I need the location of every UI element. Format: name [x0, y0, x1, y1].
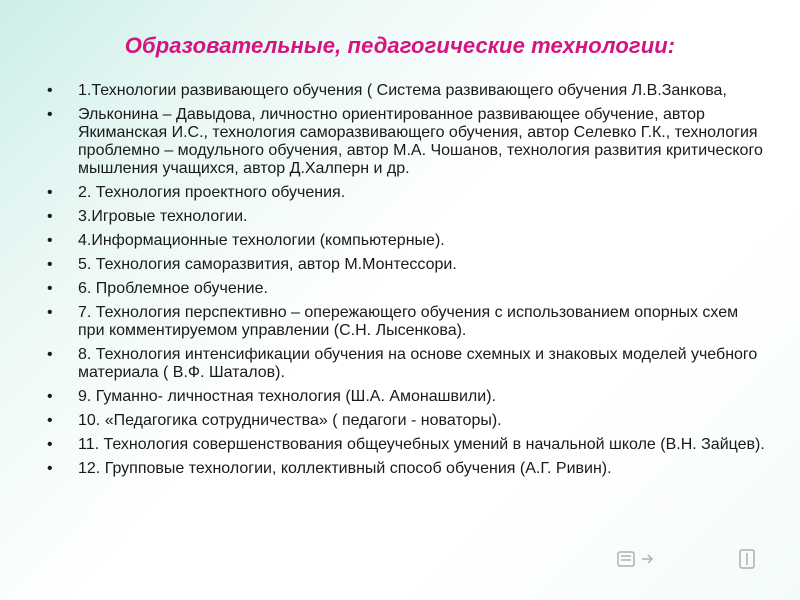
list-item: • 8. Технология интенсификации обучения на основе схемных и знаковых моделей учебного материала ( В.Ф. Шаталов). — [47, 346, 765, 382]
list-item: • 2. Технология проектного обучения. — [47, 184, 765, 202]
list-item: • 3.Игровые технологии. — [47, 208, 765, 226]
list-item: • 12. Групповые технологии, коллективный способ обучения (А.Г. Ривин). — [47, 460, 765, 478]
list-item: • 7. Технология перспективно – опережающего обучения с использованием опорных схем при комментируемом управлении (С.Н. Лысенкова). — [47, 304, 765, 340]
bullet-list — [47, 82, 765, 484]
list-item: • 9. Гуманно- личностная технология (Ш.А. Амонашвили). — [47, 388, 765, 406]
list-item: • 5. Технология саморазвития, автор М.Монтессори. — [47, 256, 765, 274]
list-item: • 10. «Педагогика сотрудничества» ( педагоги - новаторы). — [47, 412, 765, 430]
list-item: • 6. Проблемное обучение. — [47, 280, 765, 298]
slide-navigation-icon[interactable] — [612, 544, 762, 574]
list-item: • 1.Технологии развивающего обучения ( Система развивающего обучения Л.В.Занкова, — [47, 82, 765, 100]
list-item: • 4.Информационные технологии (компьютерные). — [47, 232, 765, 250]
slide-title: Образовательные, педагогические технологии: — [124, 33, 676, 58]
list-item: • Эльконина – Давыдова, личностно ориентированное развивающее обучение, автор Якиманская И.С., технология саморазвивающего обучения, автор Селевко Г.К., технология проблемно – модульного обучения, автор М.А. Чошанов, технология развития критического мышления учащихся, автор Д.Халперн и др. — [47, 106, 765, 178]
list-item: • 11. Технология совершенствования общеучебных умений в начальной школе (В.Н. Зайцев). — [47, 436, 765, 454]
